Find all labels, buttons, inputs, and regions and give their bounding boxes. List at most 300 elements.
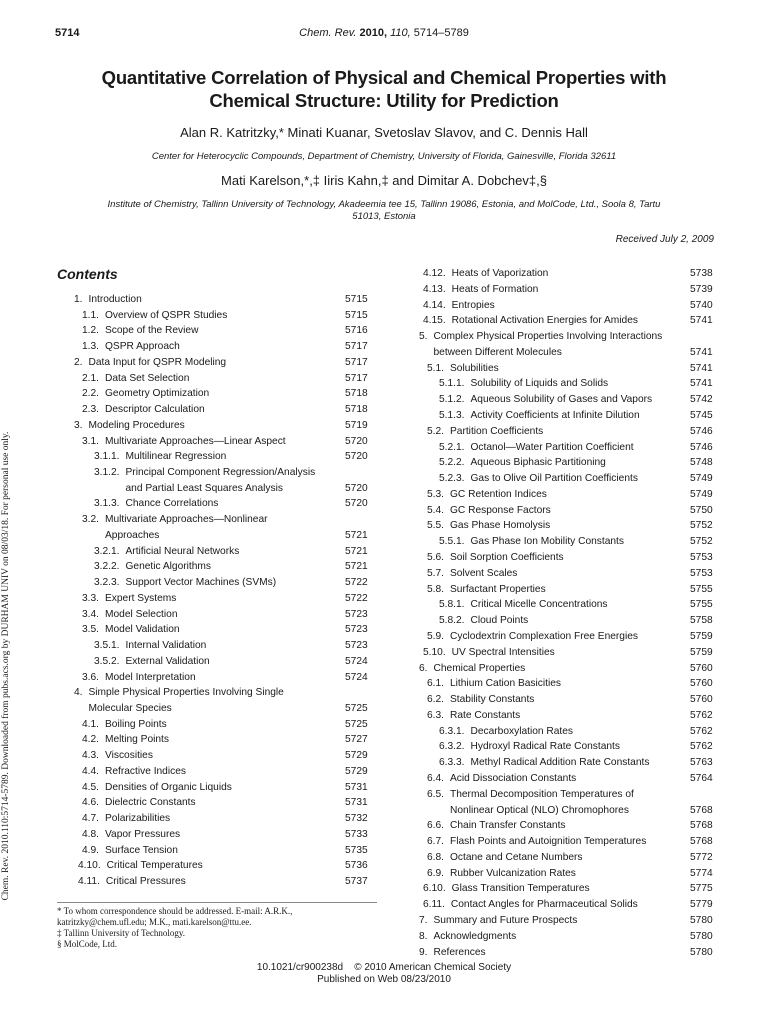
toc-entry-number: 9. xyxy=(419,946,428,958)
toc-entry-title: Densities of Organic Liquids xyxy=(105,781,232,793)
toc-entry-title: GC Response Factors xyxy=(450,504,551,516)
toc-entry-number: 1. xyxy=(74,294,83,305)
toc-entry-number: 2.1. xyxy=(82,372,99,384)
toc-entry xyxy=(82,609,178,620)
toc-entry xyxy=(439,410,640,421)
toc-entry-title: References xyxy=(433,946,486,958)
toc-entry-number: 3. xyxy=(74,419,83,431)
toc-entry-number: 6.3.1. xyxy=(439,725,465,737)
toc-entry-page: 5753 xyxy=(690,567,713,579)
toc-entry-number: 6.7. xyxy=(427,836,444,848)
toc-entry xyxy=(419,915,577,926)
toc-entry-number: 6.10. xyxy=(423,883,446,895)
toc-entry-title: Descriptor Calculation xyxy=(105,404,205,416)
toc-entry-title: Critical Pressures xyxy=(105,876,186,887)
toc-entry-page: 5780 xyxy=(690,930,713,942)
toc-entry-page: 5755 xyxy=(690,599,713,611)
toc-entry xyxy=(427,678,561,689)
toc-entry-page: 5725 xyxy=(345,702,368,714)
toc-entry-page: 5752 xyxy=(690,536,713,548)
toc-entry xyxy=(82,325,198,336)
toc-entry xyxy=(419,663,525,674)
toc-entry xyxy=(423,300,495,311)
toc-entry xyxy=(94,561,211,572)
toc-entry xyxy=(82,782,232,793)
toc-entry-page: 5741 xyxy=(690,378,713,390)
toc-entry-page: 5762 xyxy=(690,725,713,737)
journal-citation xyxy=(0,27,768,39)
toc-entry-title: Introduction xyxy=(88,294,142,305)
toc-entry xyxy=(94,640,206,651)
toc-entry-page: 5740 xyxy=(690,299,713,311)
toc-entry-number: 4.15. xyxy=(423,315,446,327)
toc-entry xyxy=(419,931,516,942)
toc-entry xyxy=(74,357,226,368)
toc-entry-page: 5729 xyxy=(345,765,368,777)
toc-entry-title: Boiling Points xyxy=(105,718,167,730)
toc-entry-number: 5.5. xyxy=(427,520,444,532)
toc-entry-title: Glass Transition Temperatures xyxy=(451,883,590,895)
toc-entry-page: 5738 xyxy=(690,268,713,279)
author-list-1: Alan R. Katritzky,* Minati Kuanar, Svetoslav Slavov, and C. Dennis Hall xyxy=(180,125,588,140)
toc-entry-page: 5720 xyxy=(345,498,368,510)
toc-entry xyxy=(423,883,590,894)
toc-entry-page: 5721 xyxy=(345,545,368,557)
toc-entry-page: 5720 xyxy=(345,482,368,494)
toc-entry-number: 2.3. xyxy=(82,404,99,416)
toc-entry-number: 5.8.1. xyxy=(439,599,465,611)
toc-entry-title: Solvent Scales xyxy=(450,567,518,579)
toc-entry-number: 4.1. xyxy=(82,718,99,730)
toc-entry-title: Melting Points xyxy=(105,734,169,746)
toc-entry-number: 4. xyxy=(74,687,83,699)
toc-entry-title: Artificial Neural Networks xyxy=(125,545,240,557)
toc-entry xyxy=(427,568,517,579)
toc-entry-number: 3.5.1. xyxy=(94,640,120,652)
toc-entry-title: Model Selection xyxy=(105,608,178,620)
toc-entry xyxy=(439,536,624,547)
toc-entry-number: 6.6. xyxy=(427,820,444,832)
doi-line: 10.1021/cr900238d © 2010 American Chemical Society xyxy=(256,962,512,973)
toc-entry-title: Expert Systems xyxy=(105,592,177,604)
toc-entry-title: Soil Sorption Coefficients xyxy=(450,552,564,564)
toc-entry-title: Flash Points and Autoignition Temperatures xyxy=(450,836,647,848)
toc-entry-number: 5.6. xyxy=(427,552,444,564)
toc-entry-page: 5750 xyxy=(690,504,713,516)
toc-entry xyxy=(94,656,210,667)
toc-entry-number: 6.4. xyxy=(427,772,444,784)
toc-entry-title: Aqueous Solubility of Gases and Vapors xyxy=(470,394,653,406)
toc-entry xyxy=(82,750,153,761)
toc-entry-number: 7. xyxy=(419,914,428,926)
toc-entry-page: 5741 xyxy=(690,346,713,358)
toc-entry-title: QSPR Approach xyxy=(105,341,180,353)
toc-entry xyxy=(439,615,528,626)
toc-entry-page: 5715 xyxy=(345,294,368,305)
toc-entry-number: 5.2. xyxy=(427,425,444,437)
toc-entry-page: 5719 xyxy=(345,419,368,431)
toc-entry-number: 5. xyxy=(419,331,428,343)
toc-entry-number: 6.3. xyxy=(427,709,444,721)
toc-entry-page: 5718 xyxy=(345,388,368,400)
toc-entry-title: Principal Component Regression/Analysis xyxy=(125,467,316,479)
toc-entry-number: 5.2.3. xyxy=(439,473,465,485)
toc-entry xyxy=(423,268,548,279)
journal-name: Chem. Rev. xyxy=(299,27,357,39)
toc-entry-number: 4.11. xyxy=(78,876,100,887)
toc-entry-number: 4.13. xyxy=(423,283,446,295)
journal-pages: 5714–5789 xyxy=(413,27,469,39)
toc-entry-page: 5758 xyxy=(690,615,713,627)
toc-entry-title: Activity Coefficients at Infinite Dilution xyxy=(470,410,640,422)
toc-entry-title: Modeling Procedures xyxy=(88,419,185,431)
toc-entry-number: 6.2. xyxy=(427,694,444,706)
toc-entry xyxy=(94,577,276,588)
toc-entry-title: Octane and Cetane Numbers xyxy=(450,851,583,863)
toc-entry xyxy=(423,647,555,658)
toc-entry-page: 5774 xyxy=(690,867,713,879)
toc-entry-page: 5762 xyxy=(690,709,713,721)
toc-entry-page: 5725 xyxy=(345,718,368,730)
toc-entry-number: 4.8. xyxy=(82,828,99,840)
received-date: Received July 2, 2009 xyxy=(615,234,714,245)
toc-entry-title: Lithium Cation Basicities xyxy=(450,678,561,690)
toc-entry-number: 4.5. xyxy=(82,781,99,793)
toc-entry-page: 5752 xyxy=(690,520,713,532)
toc-entry-number: 3.6. xyxy=(82,671,99,683)
toc-entry-page: 5735 xyxy=(345,844,368,856)
affiliation-1: Center for Heterocyclic Compounds, Department of Chemistry, University of Florida, Gainesville, Florida 32611 xyxy=(151,151,617,162)
toc-entry-page: 5742 xyxy=(690,394,713,406)
toc-entry-number: 5.5.1. xyxy=(439,536,465,548)
toc-entry-number: 5.10. xyxy=(423,646,446,658)
contents-heading: Contents xyxy=(57,266,118,282)
toc-entry xyxy=(82,436,286,447)
toc-entry-page: 5763 xyxy=(690,757,713,769)
toc-entry-title: Rotational Activation Energies for Amides xyxy=(451,315,638,327)
toc-entry-page: 5760 xyxy=(690,678,713,690)
toc-entry-title: Support Vector Machines (SVMs) xyxy=(125,577,277,589)
toc-entry-page: 5727 xyxy=(345,734,368,746)
toc-entry-title: Decarboxylation Rates xyxy=(470,725,573,737)
toc-entry-number: 6. xyxy=(419,662,428,674)
toc-entry-page: 5741 xyxy=(690,362,713,374)
toc-entry-number: 1.2. xyxy=(82,325,99,337)
toc-entry-number: 4.4. xyxy=(82,765,99,777)
toc-entry-page: 5733 xyxy=(345,828,368,840)
toc-entry-page: 5722 xyxy=(345,577,368,589)
toc-entry-number: 6.11. xyxy=(423,899,445,911)
toc-entry-page: 5732 xyxy=(345,813,368,825)
toc-entry xyxy=(78,876,186,887)
toc-entry xyxy=(439,757,649,768)
toc-entry-number: 4.10. xyxy=(78,860,101,872)
toc-entry-number: 3.3. xyxy=(82,592,99,604)
toc-entry-page: 5748 xyxy=(690,457,713,469)
toc-entry xyxy=(419,947,486,958)
toc-entry xyxy=(94,467,315,478)
toc-entry xyxy=(82,514,268,525)
footnote-correspondence: * To whom correspondence should be addressed. E-mail: A.R.K., katritzky@chem.ufl.edu; M.K., mati.karelson@ttu.ee. xyxy=(57,906,293,927)
toc-entry xyxy=(427,584,546,595)
toc-entry-page: 5723 xyxy=(345,608,368,620)
toc-entry-title: Internal Validation xyxy=(125,640,207,652)
toc-entry-number: 4.9. xyxy=(82,844,99,856)
toc-entry-title: Refractive Indices xyxy=(105,765,186,777)
published-line: Published on Web 08/23/2010 xyxy=(317,974,451,985)
toc-entry-title: Critical Micelle Concentrations xyxy=(470,599,608,611)
toc-entry-number: 6.3.2. xyxy=(439,741,465,753)
toc-entry-page: 5780 xyxy=(690,914,713,926)
toc-entry xyxy=(423,284,538,295)
toc-entry-page: 5723 xyxy=(345,624,368,636)
toc-entry-title: External Validation xyxy=(125,655,210,667)
toc-entry-page: 5762 xyxy=(690,741,713,753)
toc-entry-page: 5717 xyxy=(345,356,368,368)
page-number: 5714 xyxy=(55,27,80,39)
toc-entry xyxy=(427,363,499,374)
toc-entry-title: Multivariate Approaches—Nonlinear xyxy=(105,514,268,526)
toc-entry-page: 5760 xyxy=(690,694,713,706)
toc-entry-page: 5749 xyxy=(690,473,713,485)
toc-entry-number: 5.7. xyxy=(427,567,444,579)
toc-entry-title-continued: Molecular Species xyxy=(88,702,172,714)
toc-entry-title: Gas to Olive Oil Partition Coefficients xyxy=(470,473,638,485)
journal-volume: 110, xyxy=(390,27,411,39)
toc-entry-number: 6.5. xyxy=(427,788,444,800)
toc-entry xyxy=(427,852,583,863)
toc-entry-title: Gas Phase Ion Mobility Constants xyxy=(470,536,624,548)
toc-entry-page: 5759 xyxy=(690,630,713,642)
toc-entry-number: 3.1.1. xyxy=(94,451,120,463)
toc-entry-title: Critical Temperatures xyxy=(106,860,203,872)
toc-entry-page: 5718 xyxy=(345,404,368,416)
toc-entry-number: 3.1.3. xyxy=(94,498,120,510)
toc-entry-number: 5.9. xyxy=(427,630,444,642)
toc-entry-number: 3.4. xyxy=(82,608,99,620)
toc-entry xyxy=(439,473,638,484)
toc-entry-title: Complex Physical Properties Involving Interactions xyxy=(433,331,663,343)
toc-entry-title: Multilinear Regression xyxy=(125,451,227,463)
toc-entry-title: Solubilities xyxy=(450,362,499,374)
toc-entry-number: 5.1. xyxy=(427,362,444,374)
toc-entry-page: 5720 xyxy=(345,435,368,447)
toc-entry-title: Multivariate Approaches—Linear Aspect xyxy=(105,435,286,447)
toc-entry-page: 5715 xyxy=(345,309,368,321)
toc-entry xyxy=(82,388,209,399)
toc-entry-title-continued: Nonlinear Optical (NLO) Chromophores xyxy=(450,804,629,816)
toc-entry-number: 4.6. xyxy=(82,797,99,809)
toc-entry-page: 5779 xyxy=(690,899,713,911)
toc-entry-title: Data Input for QSPR Modeling xyxy=(88,356,227,368)
toc-entry-page: 5749 xyxy=(690,488,713,500)
footnotes xyxy=(57,906,377,950)
toc-entry-page: 5717 xyxy=(345,372,368,384)
toc-entry-title: GC Retention Indices xyxy=(450,488,547,500)
toc-entry-page: 5768 xyxy=(690,804,713,816)
toc-entry-page: 5775 xyxy=(690,883,713,895)
toc-entry xyxy=(74,420,185,431)
toc-entry-title-continued: Approaches xyxy=(105,529,160,541)
toc-entry xyxy=(427,489,547,500)
toc-entry-number: 8. xyxy=(419,930,428,942)
toc-entry-number: 3.2. xyxy=(82,514,99,526)
toc-entry xyxy=(82,341,180,352)
toc-entry-title: Rate Constants xyxy=(450,709,521,721)
toc-entry xyxy=(423,899,638,910)
toc-entry xyxy=(427,552,564,563)
toc-entry-number: 5.8.2. xyxy=(439,615,465,627)
toc-entry-page: 5755 xyxy=(690,583,713,595)
toc-entry-page: 5721 xyxy=(345,529,368,541)
toc-entry-number: 5.8. xyxy=(427,583,444,595)
toc-entry xyxy=(74,294,142,305)
toc-entry-page: 5729 xyxy=(345,750,368,762)
toc-entry-page: 5768 xyxy=(690,820,713,832)
toc-entry xyxy=(82,373,189,384)
toc-entry xyxy=(439,442,634,453)
toc-entry xyxy=(439,457,606,468)
toc-entry xyxy=(82,624,180,635)
toc-entry xyxy=(82,845,178,856)
toc-entry-number: 3.5. xyxy=(82,624,99,636)
toc-entry-title: Genetic Algorithms xyxy=(125,561,211,573)
toc-entry xyxy=(82,593,176,604)
toc-entry xyxy=(82,797,196,808)
toc-entry-page: 5746 xyxy=(690,425,713,437)
publication-info xyxy=(0,962,768,986)
toc-entry-page: 5724 xyxy=(345,655,368,667)
toc-entry-page: 5724 xyxy=(345,671,368,683)
toc-entry xyxy=(439,599,608,610)
toc-entry-page: 5720 xyxy=(345,451,368,463)
toc-entry-title: Chemical Properties xyxy=(433,662,526,674)
toc-entry-title: UV Spectral Intensities xyxy=(451,646,555,658)
toc-entry-title: Dielectric Constants xyxy=(105,797,196,809)
toc-entry-title: Chance Correlations xyxy=(125,498,219,510)
article-title: Quantitative Correlation of Physical and Chemical Properties with Chemical Structure: Utility for Prediction xyxy=(101,67,667,111)
toc-entry-title: Solubility of Liquids and Solids xyxy=(470,378,609,390)
toc-entry-number: 6.9. xyxy=(427,867,444,879)
toc-entry xyxy=(427,820,566,831)
toc-entry xyxy=(82,672,196,683)
toc-entry-number: 3.2.3. xyxy=(94,577,120,589)
toc-entry-title: Cloud Points xyxy=(470,615,529,627)
download-note: Chem. Rev. 2010.110:5714-5789. Downloaded from pubs.acs.org by DURHAM UNIV on 08/03/18. For personal use only. xyxy=(1,431,11,901)
toc-entry-page: 5716 xyxy=(345,325,368,337)
toc-entry-page: 5731 xyxy=(345,781,368,793)
toc-entry-title: Acknowledgments xyxy=(433,930,517,942)
toc-entry-title: Summary and Future Prospects xyxy=(433,914,578,926)
toc-entry xyxy=(439,378,608,389)
toc-entry xyxy=(427,694,534,705)
footnote-tallinn: ‡ Tallinn University of Technology. xyxy=(57,928,186,938)
toc-entry-title: Rubber Vulcanization Rates xyxy=(450,867,576,879)
toc-entry-title: Overview of QSPR Studies xyxy=(105,309,228,321)
toc-entry-number: 4.7. xyxy=(82,813,99,825)
toc-entry-number: 6.8. xyxy=(427,851,444,863)
toc-entry-number: 4.14. xyxy=(423,299,446,311)
toc-entry-number: 4.2. xyxy=(82,734,99,746)
toc-entry xyxy=(427,631,638,642)
toc-entry-title: Surface Tension xyxy=(105,844,178,856)
toc-entry-title: Contact Angles for Pharmaceutical Solids xyxy=(450,899,638,911)
toc-entry-number: 6.3.3. xyxy=(439,757,465,769)
toc-entry-page: 5746 xyxy=(690,441,713,453)
toc-entry-number: 4.3. xyxy=(82,750,99,762)
toc-entry-title: Simple Physical Properties Involving Single xyxy=(88,687,284,699)
toc-entry-number: 1.1. xyxy=(82,309,99,321)
toc-entry-number: 2. xyxy=(74,356,83,368)
toc-entry-title: Entropies xyxy=(451,299,495,311)
toc-entry-title: Acid Dissociation Constants xyxy=(450,772,577,784)
toc-entry-page: 5737 xyxy=(345,876,368,887)
toc-entry xyxy=(78,860,203,871)
toc-entry-page: 5764 xyxy=(690,772,713,784)
toc-entry-title-continued: and Partial Least Squares Analysis xyxy=(125,482,283,494)
toc-entry-title: Octanol—Water Partition Coefficient xyxy=(470,441,634,453)
toc-entry-page: 5741 xyxy=(690,315,713,327)
toc-entry-title: Model Interpretation xyxy=(105,671,196,683)
toc-entry-title: Partition Coefficients xyxy=(450,425,544,437)
toc-entry-title: Vapor Pressures xyxy=(105,828,181,840)
toc-entry-page: 5722 xyxy=(345,592,368,604)
toc-entry-page: 5772 xyxy=(690,851,713,863)
toc-entry-page: 5759 xyxy=(690,646,713,658)
toc-entry-title: Heats of Vaporization xyxy=(451,268,549,279)
toc-entry-page: 5780 xyxy=(690,946,713,958)
toc-entry-title: Data Set Selection xyxy=(105,372,190,384)
toc-entry-number: 5.4. xyxy=(427,504,444,516)
toc-entry-title: Cyclodextrin Complexation Free Energies xyxy=(450,630,638,642)
toc-entry-title-continued: between Different Molecules xyxy=(433,346,562,358)
toc-entry xyxy=(427,789,634,800)
toc-entry-title: Viscosities xyxy=(105,750,153,762)
toc-entry-title: Hydroxyl Radical Rate Constants xyxy=(470,741,620,753)
toc-entry-number: 5.3. xyxy=(427,488,444,500)
toc-entry xyxy=(427,868,576,879)
toc-entry xyxy=(427,710,520,721)
toc-entry-number: 4.12. xyxy=(423,268,446,279)
toc-entry-number: 3.5.2. xyxy=(94,655,120,667)
toc-entry xyxy=(427,426,543,437)
toc-entry-title: Polarizabilities xyxy=(105,813,171,825)
footnote-molcode: § MolCode, Ltd. xyxy=(57,939,117,949)
toc-entry-number: 5.1.2. xyxy=(439,394,465,406)
toc-entry-number: 5.2.2. xyxy=(439,457,465,469)
toc-entry-title: Scope of the Review xyxy=(105,325,199,337)
toc-entry-number: 1.3. xyxy=(82,341,99,353)
toc-entry-page: 5760 xyxy=(690,662,713,674)
toc-entry-title: Stability Constants xyxy=(450,694,535,706)
toc-entry xyxy=(94,546,239,557)
affiliation-2: Institute of Chemistry, Tallinn University of Technology, Akadeemia tee 15, Tallinn 19086, Estonia, and MolCode, Ltd., Soola 8, Tartu 51013, Estonia xyxy=(107,199,661,222)
toc-entry xyxy=(427,836,646,847)
toc-entry-page: 5768 xyxy=(690,836,713,848)
toc-entry-title: Thermal Decomposition Temperatures of xyxy=(450,788,634,800)
toc-entry xyxy=(439,394,652,405)
toc-entry-title: Methyl Radical Addition Rate Constants xyxy=(470,757,650,769)
toc-entry-page: 5753 xyxy=(690,552,713,564)
toc-entry-page: 5721 xyxy=(345,561,368,573)
toc-entry-page: 5736 xyxy=(345,860,368,872)
toc-entry-title: Heats of Formation xyxy=(451,283,539,295)
toc-entry xyxy=(427,505,551,516)
toc-entry-number: 3.1. xyxy=(82,435,99,447)
toc-entry-number: 5.1.3. xyxy=(439,410,465,422)
toc-entry xyxy=(427,520,550,531)
toc-entry-number: 3.1.2. xyxy=(94,467,120,479)
